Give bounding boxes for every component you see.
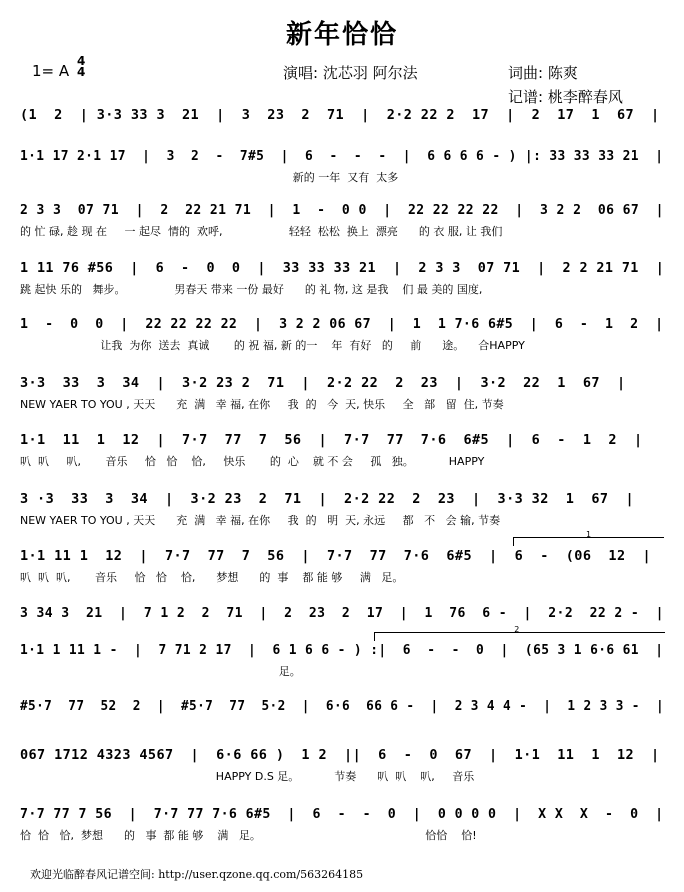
time-signature <box>77 56 85 78</box>
row-lyrics: 让我 为你 送去 真诚 的 祝 福, 新 的一 年 有好 的 前 途。 合HAPPY <box>20 339 525 352</box>
score-row <box>20 746 664 784</box>
score-row <box>20 201 664 239</box>
score-row <box>20 259 664 297</box>
score-row <box>20 147 664 185</box>
row-lyrics <box>20 130 664 144</box>
score-row <box>20 641 664 679</box>
time-signature-top: 4 <box>77 54 86 68</box>
singer: 演唱: 沈芯羽 阿尔法 <box>283 64 418 82</box>
row-notes: 1·1 11 1 12 | 7·7 77 7 56 | 7·7 77 7·6 6#5 | 6 - 1 2 | <box>20 432 643 448</box>
row-notes: 3·3 33 3 34 | 3·2 23 2 71 | 2·2 22 2 23 | 3·2 22 1 67 | <box>20 375 626 391</box>
score-row <box>20 315 664 353</box>
row-notes: 1 11 76 #56 | 6 - 0 0 | 33 33 33 21 | 2 3 3 07 71 | 2 2 21 71 | <box>20 260 665 276</box>
row-lyrics <box>20 721 664 735</box>
page-title: 新年恰恰 <box>285 20 398 50</box>
row-lyrics: 新的 一年 又有 太多 <box>20 171 399 184</box>
row-notes: 1·1 1 11 1 - | 7 71 2 17 | 6 1 6 6 - ) :| 6 - - 0 | (65 3 1 6·6 61 | <box>20 642 664 658</box>
score-row <box>20 431 664 469</box>
volta-number: 1 <box>586 530 592 539</box>
score-row <box>20 374 664 412</box>
row-notes: 067 1712 4323 4567 | 6·6 66 ) 1 2 || 6 - 0 67 | 1·1 11 1 12 | <box>20 747 660 763</box>
volta-bracket-1 <box>513 530 664 546</box>
score-row <box>20 547 664 585</box>
row-lyrics: HAPPY D.S 足。 节奏 叭 叭 叭, 音乐 <box>20 770 475 783</box>
row-lyrics: 叭 叭 叭, 音乐 恰 恰 恰, 快乐 的 心 就 不 会 孤 独。 HAPPY <box>20 455 485 468</box>
score-row <box>20 106 664 144</box>
row-lyrics: 的 忙 碌, 趁 现 在 一 起尽 情的 欢呼, 轻轻 松松 换上 漂亮 的 衣 服, 让 我们 <box>20 225 503 238</box>
row-notes: (1 2 | 3·3 33 3 21 | 3 23 2 71 | 2·2 22 2 17 | 2 17 1 67 | <box>20 107 660 123</box>
row-notes: 2 3 3 07 71 | 2 22 21 71 | 1 - 0 0 | 22 22 22 22 | 3 2 2 06 67 | <box>20 202 664 218</box>
composer: 词曲: 陈爽 <box>508 64 578 82</box>
row-lyrics: 足。 <box>20 665 301 678</box>
score-row <box>20 490 664 528</box>
volta-bracket-2 <box>374 625 665 641</box>
row-notes: 3 ·3 33 3 34 | 3·2 23 2 71 | 2·2 22 2 23 | 3·3 32 1 67 | <box>20 491 634 507</box>
score-row <box>20 805 664 843</box>
row-notes: 3 34 3 21 | 7 1 2 2 71 | 2 23 2 17 | 1 76 6 - | 2·2 22 2 - | <box>20 605 664 621</box>
row-notes: 1 - 0 0 | 22 22 22 22 | 3 2 2 06 67 | 1 1 7·6 6#5 | 6 - 1 2 | <box>20 316 664 332</box>
row-notes: 1·1 11 1 12 | 7·7 77 7 56 | 7·7 77 7·6 6#5 | 6 - (06 12 | <box>20 548 652 564</box>
score-row <box>20 697 664 735</box>
row-lyrics: NEW YAER TO YOU , 天天 充 满 幸 福, 在你 我 的 明 天, 永远 都 不 会 输, 节奏 <box>20 514 501 527</box>
key-signature: 1= A <box>32 62 70 80</box>
row-lyrics: 叭 叭 叭, 音乐 恰 恰 恰, 梦想 的 事 都 能 够 满 足。 <box>20 571 404 584</box>
volta-number: 2 <box>514 625 520 634</box>
row-notes: 7·7 77 7 56 | 7·7 77 7·6 6#5 | 6 - - 0 | 0 0 0 0 | X X X - 0 | <box>20 806 664 822</box>
time-signature-bottom: 4 <box>77 65 86 79</box>
row-lyrics: 跳 起快 乐的 舞步。 男春天 带来 一份 最好 的 礼 物, 这 是我 们 最 美的 国度, <box>20 283 483 296</box>
footer: 欢迎光临醉春风记谱空间: http://user.qzone.qq.com/563264185 <box>30 868 364 881</box>
row-lyrics: 恰 恰 恰, 梦想 的 事 都 能 够 满 足。 恰恰 恰! <box>20 829 477 842</box>
transcriber: 记谱: 桃李醉春风 <box>508 88 623 106</box>
row-lyrics: NEW YAER TO YOU , 天天 充 满 幸 福, 在你 我 的 今 天, 快乐 全 部 留 住, 节奏 <box>20 398 504 411</box>
row-notes: #5·7 77 52 2 | #5·7 77 5·2 | 6·6 66 6 - | 2 3 4 4 - | 1 2 3 3 - | <box>20 698 665 714</box>
row-notes: 1·1 17 2·1 17 | 3 2 - 7#5 | 6 - - - | 6 6 6 6 - ) |: 33 33 33 21 | <box>20 148 664 164</box>
